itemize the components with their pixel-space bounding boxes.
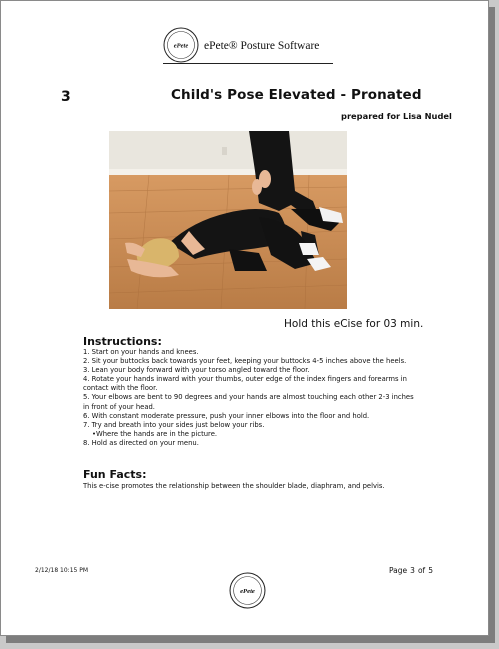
instruction-line: 3. Lean your body forward with your torso angled toward the floor.	[83, 366, 310, 375]
page-number	[389, 566, 436, 575]
svg-text:ePete: ePete	[240, 588, 255, 596]
instruction-line: contact with the floor.	[83, 384, 158, 393]
page-total: 5	[428, 566, 433, 575]
header-divider	[163, 63, 333, 64]
footer-datetime: 2/12/18 10:15 PM	[35, 567, 89, 574]
epete-logo	[163, 27, 199, 63]
instruction-line: 1. Start on your hands and knees.	[83, 348, 199, 356]
epete-footer-logo	[229, 572, 266, 609]
instruction-line: 8. Hold as directed on your menu.	[83, 438, 199, 447]
hold-duration: Hold this eCise for 03 min.	[284, 318, 424, 330]
page-of: of	[417, 566, 426, 575]
exercise-number: 3	[61, 89, 71, 105]
instruction-bullet: •Where the hands are in the picture.	[92, 429, 218, 438]
fun-fact-text: This e-cise promotes the relationship between the shoulder blade, diaphram, and pelvis.	[83, 482, 385, 490]
header-title: ePete® Posture Software	[204, 40, 320, 52]
instruction-line: 5. Your elbows are bent to 90 degrees and your hands are almost touching each other 2-3 inches	[83, 393, 414, 402]
page-label: Page	[389, 566, 408, 575]
instruction-line: 6. With constant moderate pressure, push your inner elbows into the floor and hold.	[83, 411, 370, 420]
instruction-line: 7. Try and breath into your sides just below your ribs.	[83, 420, 265, 429]
instruction-line: in front of your head.	[83, 402, 155, 411]
page-current: 3	[410, 566, 415, 575]
instruction-line: 4. Rotate your hands inward with your thumbs, outer edge of the index fingers and forearms in	[83, 375, 407, 384]
instructions-heading: Instructions:	[83, 335, 162, 348]
instructions-list	[83, 348, 483, 448]
exercise-title: Child's Pose Elevated - Pronated	[171, 87, 422, 103]
svg-text:ePete: ePete	[173, 42, 189, 50]
instruction-line: 2. Sit your buttocks back towards your feet, keeping your buttocks 4-5 inches above the heels.	[83, 357, 407, 366]
fun-facts-heading: Fun Facts:	[83, 468, 147, 481]
prepared-for-label: prepared for Lisa Nudel	[341, 111, 452, 121]
exercise-photo	[109, 131, 347, 309]
